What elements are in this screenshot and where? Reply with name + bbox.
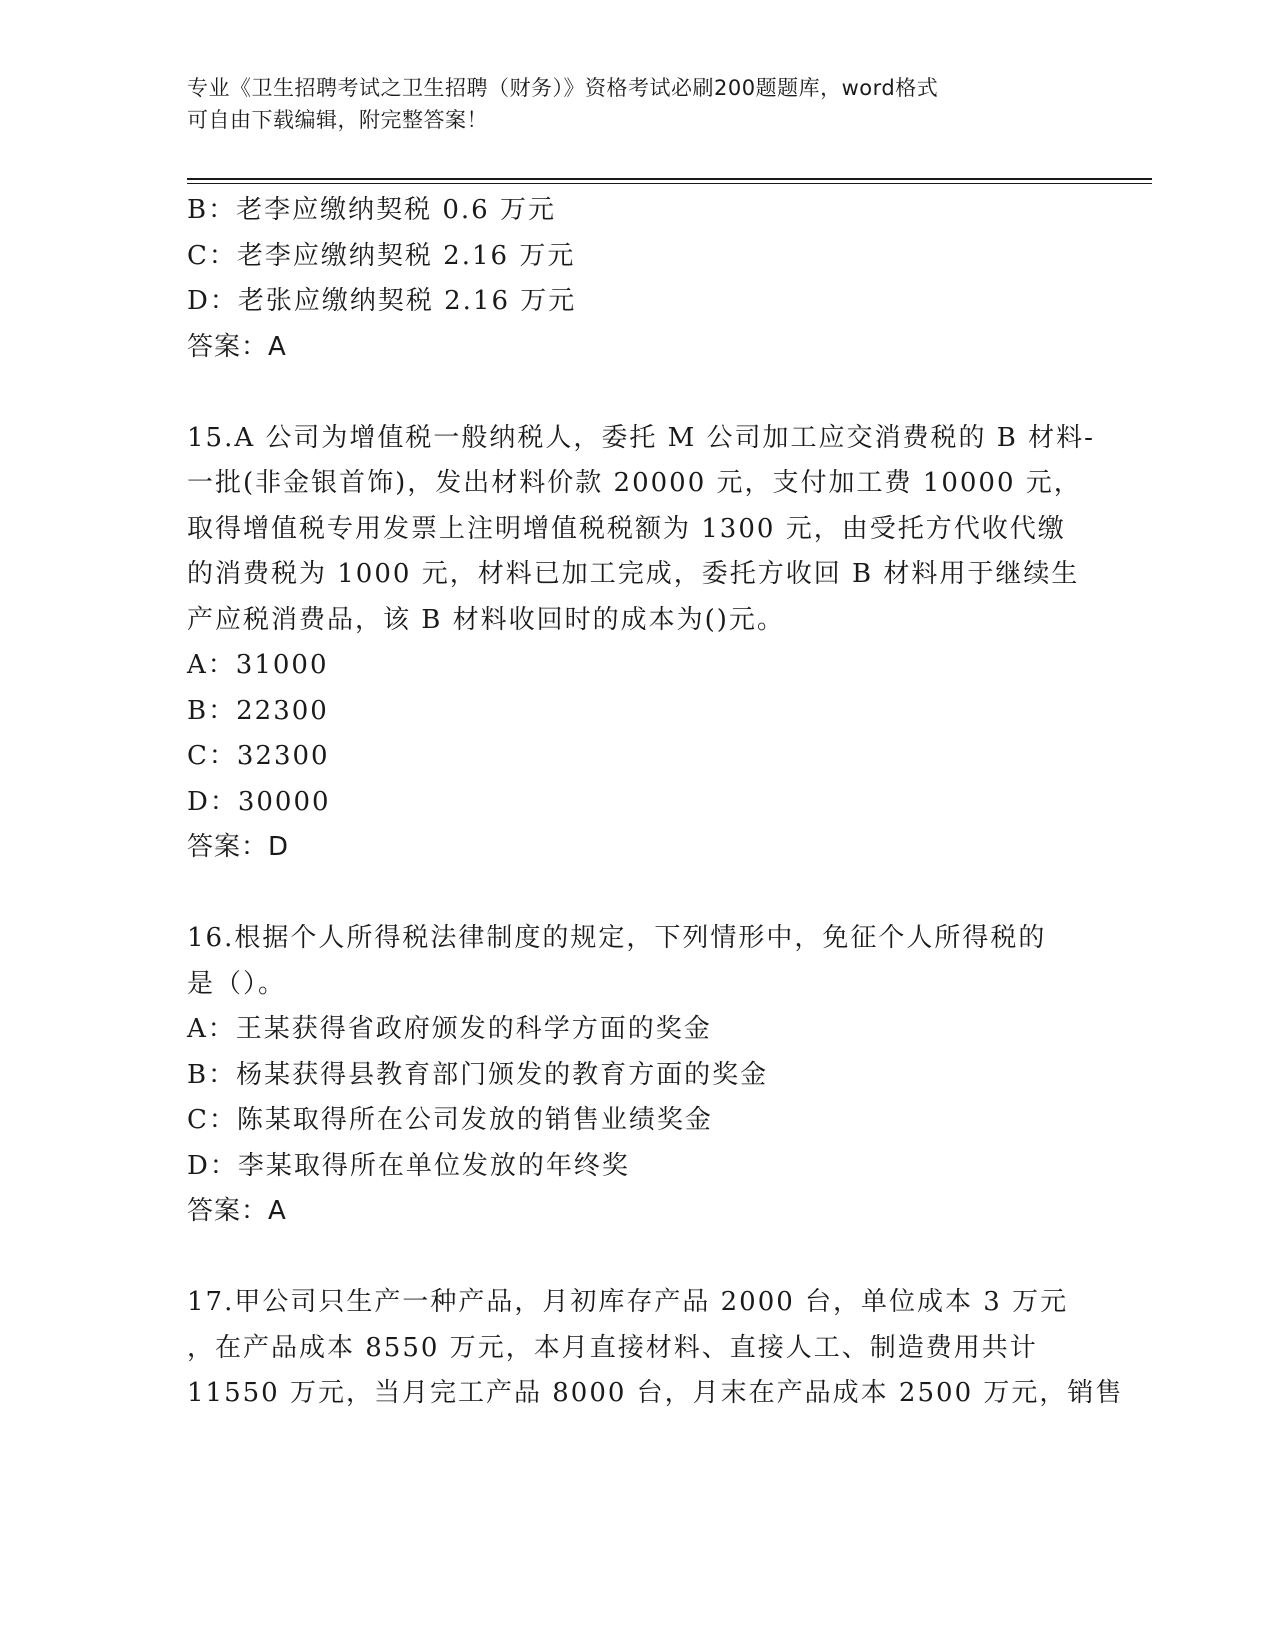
question-15-line: 产应税消费品，该 B 材料收回时的成本为()元。	[187, 604, 785, 635]
question-17-line: ，在产品成本 8550 万元，本月直接材料、直接人工、制造费用共计	[187, 1332, 1038, 1363]
header-rule-thick	[187, 178, 1152, 180]
question-16-line: 16.根据个人所得税法律制度的规定，下列情形中，免征个人所得税的	[187, 923, 1047, 953]
answer: 答案：D	[187, 832, 290, 862]
question-15-line: 取得增值税专用发票上注明增值税税额为 1300 元，由受托方代收代缴	[187, 513, 1066, 544]
question-16-line: 是（）。	[187, 968, 287, 999]
document-body	[187, 188, 1124, 1417]
option-d: D：李某取得所在单位发放的年终奖	[187, 1150, 630, 1181]
header-line-2: 可自由下载编辑，附完整答案！	[187, 108, 488, 132]
header-rule-thin	[187, 183, 1152, 184]
option-c: C：老李应缴纳契税 2.16 万元	[187, 240, 576, 271]
header-line-1: 专业《卫生招聘考试之卫生招聘（财务）》资格考试必刷200题题库，word格式	[187, 76, 939, 100]
question-15-line: 一批(非金银首饰)，发出材料价款 20000 元，支付加工费 10000 元，	[187, 468, 1082, 498]
answer: 答案：A	[187, 331, 287, 362]
option-d: D：老张应缴纳契税 2.16 万元	[187, 286, 577, 316]
question-15-line: 的消费税为 1000 元，材料已加工完成，委托方收回 B 材料用于继续生	[187, 559, 1080, 589]
question-17-line: 11550 万元，当月完工产品 8000 台，月末在产品成本 2500 万元，销售	[187, 1378, 1124, 1408]
option-d: D：30000	[187, 786, 331, 817]
option-b: B：老李应缴纳契税 0.6 万元	[187, 195, 556, 225]
question-17-line: 17.甲公司只生产一种产品，月初库存产品 2000 台，单位成本 3 万元	[187, 1287, 1069, 1317]
answer: 答案：A	[187, 1196, 287, 1226]
question-15-line: 15.A 公司为增值税一般纳税人，委托 M 公司加工应交消费税的 B 材料-	[187, 422, 1095, 453]
option-b: B：杨某获得县教育部门颁发的教育方面的奖金	[187, 1059, 769, 1090]
option-c: C：32300	[187, 741, 330, 771]
option-c: C：陈某取得所在公司发放的销售业绩奖金	[187, 1105, 713, 1135]
option-b: B：22300	[187, 695, 329, 726]
option-a: A：王某获得省政府颁发的科学方面的奖金	[187, 1014, 712, 1044]
option-a: A：31000	[187, 650, 329, 680]
document-header	[187, 72, 1087, 136]
